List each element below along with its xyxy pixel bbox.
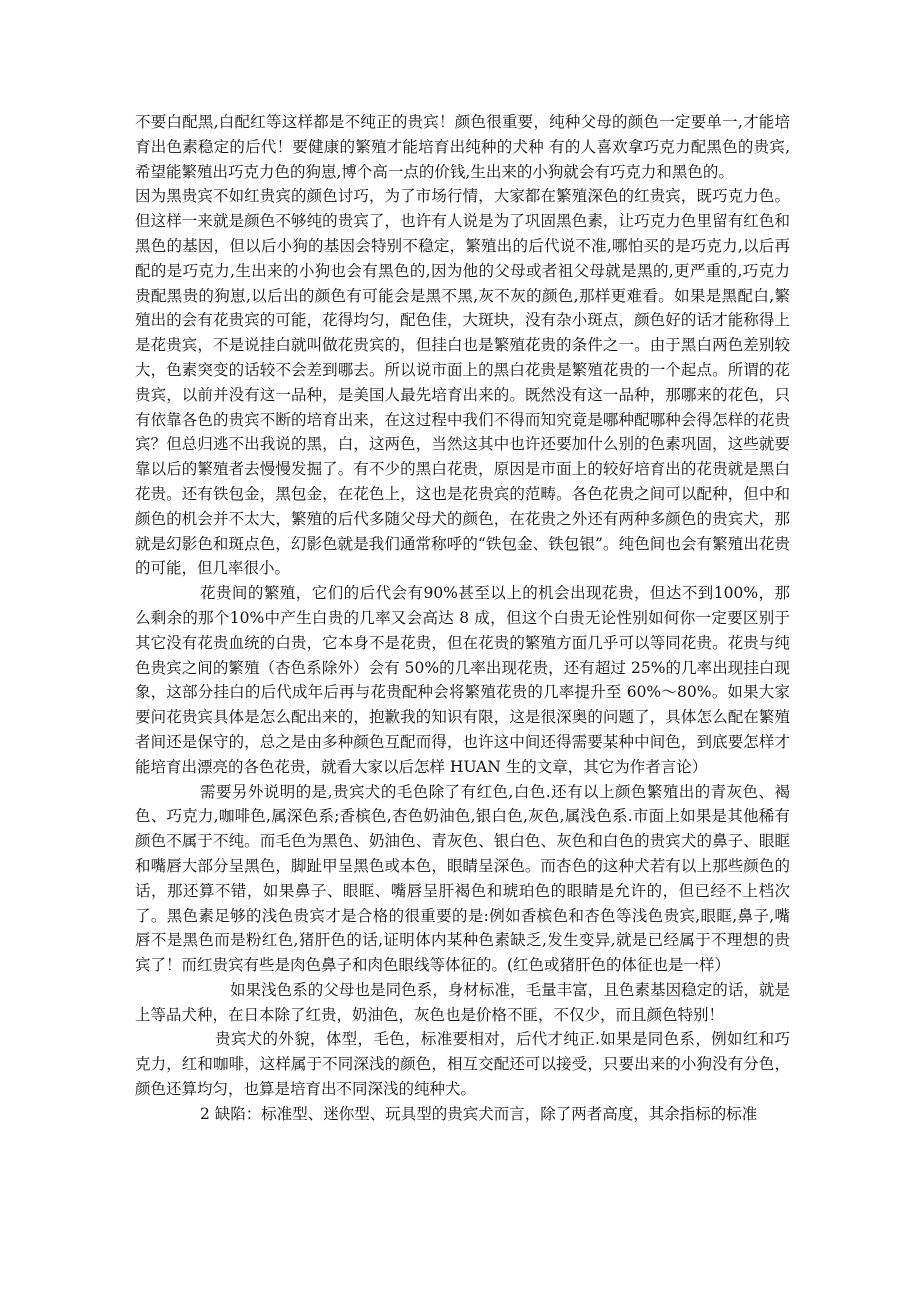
- paragraph-coat-colors: 需要另外说明的是,贵宾犬的毛色除了有红色,白色.还有以上颜色繁殖出的青灰色、褐色、巧克力,咖啡色,属深色系;香槟色,杏色奶油色,银白色,灰色,属浅色系.市面上如果是其他稀有颜色不属于不纯。而毛色为黑色、奶油色、青灰色、银白色、灰色和白色的贵宾犬的鼻子、眼眶和嘴唇大部分呈黑色，脚趾甲呈黑色或本色，眼睛呈深色。而杏色的这种犬若有以上那些颜色的话，那还算不错，如果鼻子、眼眶、嘴唇呈肝褐色和琥珀色的眼睛是允许的，但已经不上档次了。黑色素足够的浅色贵宾才是合格的很重要的是:例如香槟色和杏色等浅色贵宾,眼眶,鼻子,嘴唇不是黑色而是粉红色,猪肝色的话,证明体内某种色素缺乏,发生变异,就是已经属于不理想的贵宾了！而红贵宾有些是肉色鼻子和肉色眼线等体征的。(红色或猪肝色的体征也是一样）: [135, 782, 790, 975]
- paragraph-black-vs-red: 因为黑贵宾不如红贵宾的颜色讨巧，为了市场行情，大家都在繁殖深色的红贵宾，既巧克力色。但这样一来就是颜色不够纯的贵宾了，也许有人说是为了巩固黑色素，让巧克力色里留有红色和黑色的基因，但以后小狗的基因会特别不稳定，繁殖出的后代说不准,哪怕买的是巧克力,以后再配的是巧克力,生出来的小狗也会有黑色的,因为他的父母或者祖父母就是黑的,更严重的,巧克力贵配黑贵的狗崽,以后出的颜色有可能会是黑不黑,灰不灰的颜色,那样更难看。如果是黑配白,繁殖出的会有花贵宾的可能，花得均匀，配色佳，大斑块，没有杂小斑点，颜色好的话才能称得上是花贵宾，不是说挂白就叫做花贵宾的，但挂白也是繁殖花贵的条件之一。由于黑白两色差别较大，色素突变的话较不会差到哪去。所以说市面上的黑白花贵是繁殖花贵的一个起点。所谓的花贵宾，以前并没有这一品种，是美国人最先培育出来的。既然没有这一品种，那哪来的花色，只有依靠各色的贵宾不断的培育出来，在这过程中我们不得而知究竟是哪种配哪种会得怎样的花贵宾？但总归逃不出我说的黑，白，这两色，当然这其中也许还要加什么别的色素巩固，这些就要靠以后的繁殖者去慢慢发掘了。有不少的黑白花贵，原因是市面上的较好培育出的花贵就是黑白花贵。还有铁包金，黑包金，在花色上，这也是花贵宾的范畴。各色花贵之间可以配种，但中和颜色的机会并不太大，繁殖的后代多随父母犬的颜色，在花贵之外还有两种多颜色的贵宾犬，那就是幻影色和斑点色，幻影色就是我们通常称呼的“铁包金、铁包银”。纯色间也会有繁殖出花贵的可能，但几率很小。: [135, 187, 790, 578]
- paragraph-light-colors: 如果浅色系的父母也是同色系，身材标准，毛量丰富，且色素基因稳定的话，就是上等品犬种，在日本除了红贵，奶油色，灰色也是价格不匪，不仅少，而且颜色特别！: [135, 980, 790, 1024]
- paragraph-parti-breeding: 花贵间的繁殖，它们的后代会有90%甚至以上的机会出现花贵，但达不到100%，那么剩余的那个10%中产生白贵的几率又会高达 8 成，但这个白贵无论性别如何你一定要区别于其它没有花贵血统的白贵，它本身不是花贵，但在花贵的繁殖方面几乎可以等同花贵。花贵与纯色贵宾之间的繁殖（杏色系除外）会有 50%的几率出现花贵，还有超过 25%的几率出现挂白现象，这部分挂白的后代成年后再与花贵配种会将繁殖花贵的几率提升至 60%～80%。如果大家要问花贵宾具体是怎么配出来的，抱歉我的知识有限，这是很深奥的问题了，具体怎么配在繁殖者间还是保守的，总之是由多种颜色互配而得，也许这中间还得需要某种中间色，到底要怎样才能培育出漂亮的各色花贵，就看大家以后怎样 HUAN 生的文章，其它为作者言论）: [135, 584, 790, 776]
- paragraph-defects: 2 缺陷：标准型、迷你型、玩具型的贵宾犬而言，除了两者高度，其余指标的标准: [200, 1104, 758, 1123]
- paragraph-appearance-standard: 贵宾犬的外貌，体型，毛色，标准要相对，后代才纯正.如果是同色系，例如红和巧克力，红和咖啡，这样属于不同深浅的颜色，相互交配还可以接受，只要出来的小狗没有分色，颜色还算均匀，也算是培育出不同深浅的纯种犬。: [135, 1030, 790, 1099]
- paragraph-color-purity: 不要白配黑,白配红等这样都是不纯正的贵宾！颜色很重要，纯种父母的颜色一定要单一,才能培育出色素稳定的后代！要健康的繁殖才能培育出纯种的犬种 有的人喜欢拿巧克力配黑色的贵宾,希望能繁殖出巧克力色的狗崽,博个高一点的价钱,生出来的小狗就会有巧克力和黑色的。: [135, 113, 790, 181]
- document-page: [135, 110, 790, 1127]
